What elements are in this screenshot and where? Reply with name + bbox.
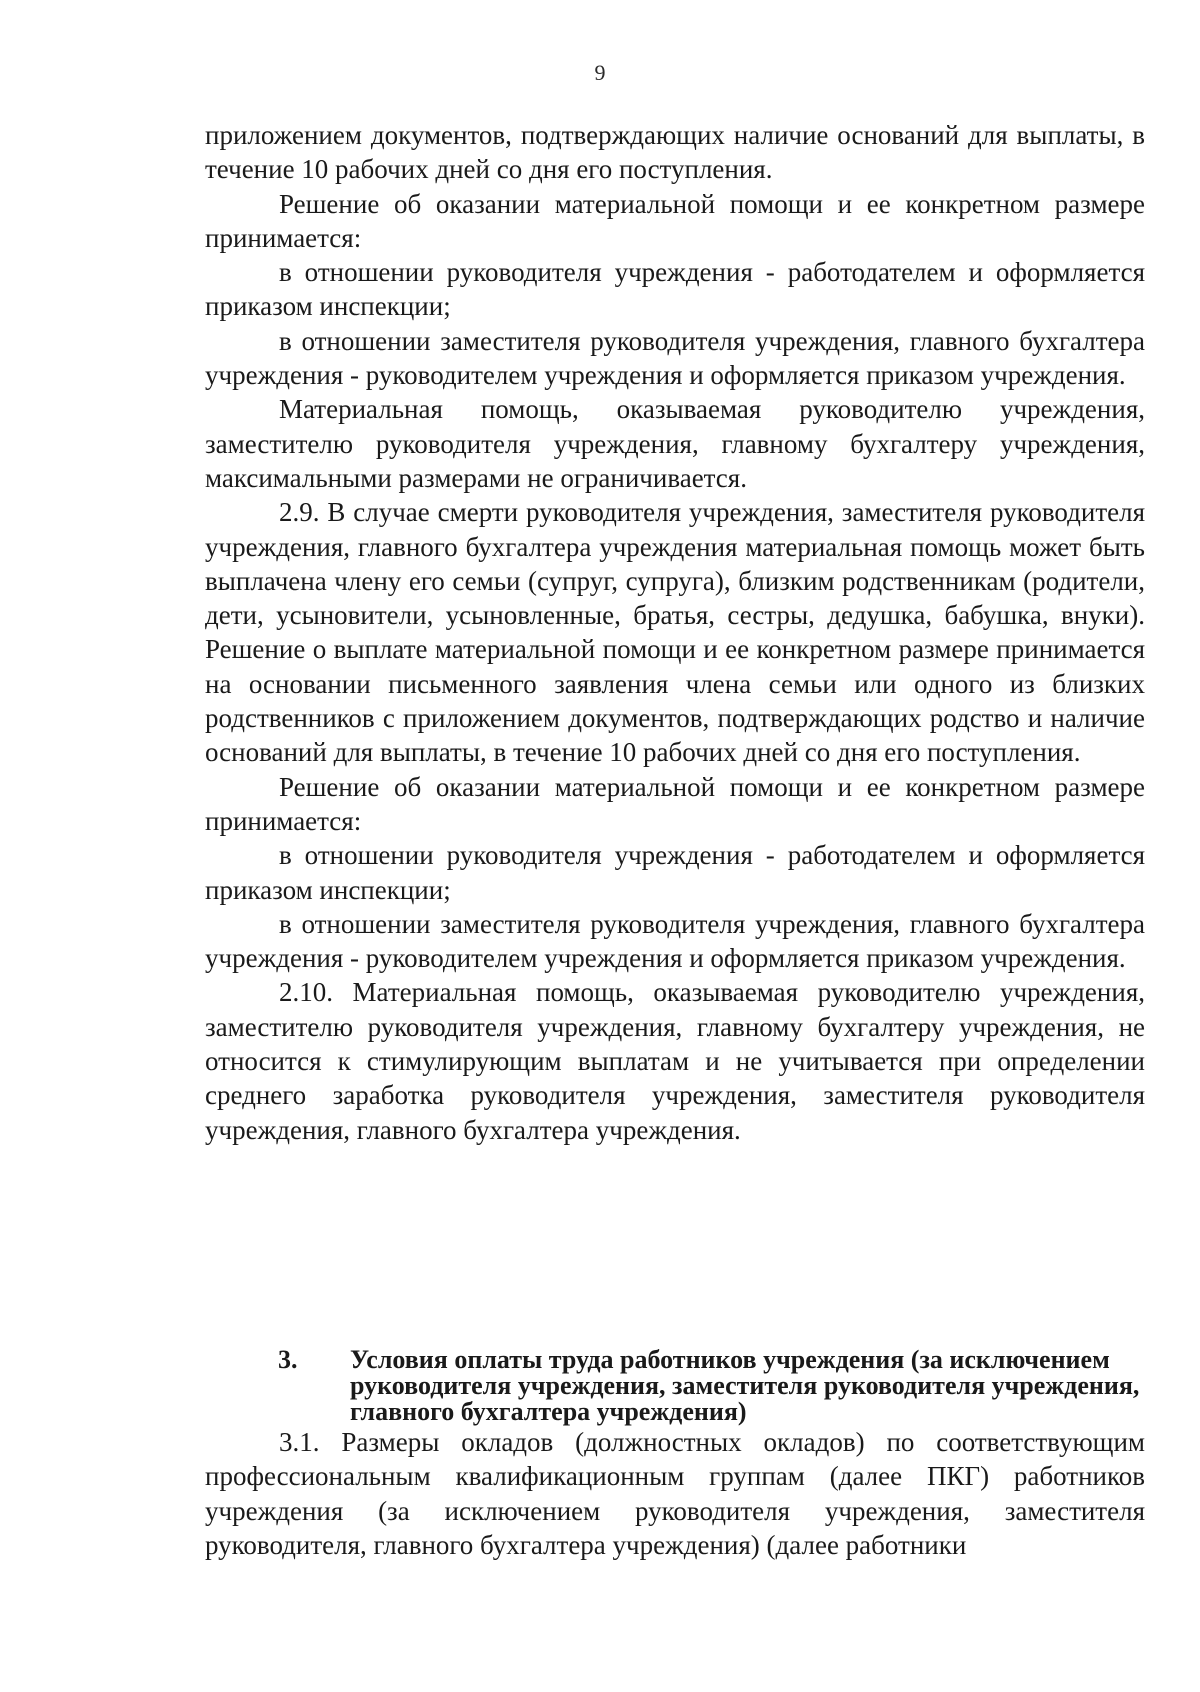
section-title: Условия оплаты труда работников учреждения (за исключением руководителя учреждения, заместителя руководителя учреждения, главного бухгалтера учреждения) bbox=[350, 1345, 1140, 1426]
section-number: 3. bbox=[278, 1345, 298, 1374]
paragraph: в отношении руководителя учреждения - работодателем и оформляется приказом инспекции; bbox=[205, 257, 1145, 322]
paragraph: Решение об оказании материальной помощи и ее конкретном размере принимается: bbox=[205, 771, 1145, 836]
paragraph: в отношении заместителя руководителя учреждения, главного бухгалтера учреждения - руководителем учреждения и оформляется приказом учреждения. bbox=[205, 908, 1145, 974]
paragraph: 2.9. В случае смерти руководителя учреждения, заместителя руководителя учреждения, главного бухгалтера учреждения материальная помощь может быть выплачена члену его семьи (супруг, супруга), близким родственникам (родители, дети, усыновители, усыновленные, братья, сестры, дедушка, бабушка, внуки). Решение о выплате материальной помощи и ее конкретном размере принимается на основании письменного заявления члена семьи или одного из близких родственников с приложением документов, подтверждающих родство и наличие оснований для выплаты, в течение 10 рабочих дней со дня его поступления. bbox=[205, 497, 1145, 768]
section-heading bbox=[278, 1347, 1148, 1425]
paragraph: Материальная помощь, оказываемая руководителю учреждения, заместителю руководителя учреждения, главному бухгалтеру учреждения, максимальными размерами не ограничивается. bbox=[205, 394, 1145, 493]
paragraph: в отношении заместителя руководителя учреждения, главного бухгалтера учреждения - руководителем учреждения и оформляется приказом учреждения. bbox=[205, 325, 1145, 391]
page-number: 9 bbox=[594, 60, 606, 85]
paragraph: приложением документов, подтверждающих наличие оснований для выплаты, в течение 10 рабочих дней со дня его поступления. bbox=[205, 120, 1145, 185]
paragraph: 3.1. Размеры окладов (должностных окладов) по соответствующим профессиональным квалификационным группам (далее ПКГ) работников учреждения (за исключением руководителя учреждения, заместителя руководителя, главного бухгалтера учреждения) (далее работники bbox=[205, 1427, 1145, 1560]
paragraph: 2.10. Материальная помощь, оказываемая руководителю учреждения, заместителю руководителя учреждения, главному бухгалтеру учреждения, не относится к стимулирующим выплатам и не учитывается при определении среднего заработка руководителя учреждения, заместителя руководителя учреждения, главного бухгалтера учреждения. bbox=[205, 977, 1145, 1145]
paragraph: Решение об оказании материальной помощи и ее конкретном размере принимается: bbox=[205, 188, 1145, 253]
body-text bbox=[205, 118, 1145, 1147]
section-body bbox=[205, 1425, 1145, 1562]
paragraph: в отношении руководителя учреждения - работодателем и оформляется приказом инспекции; bbox=[205, 840, 1145, 905]
